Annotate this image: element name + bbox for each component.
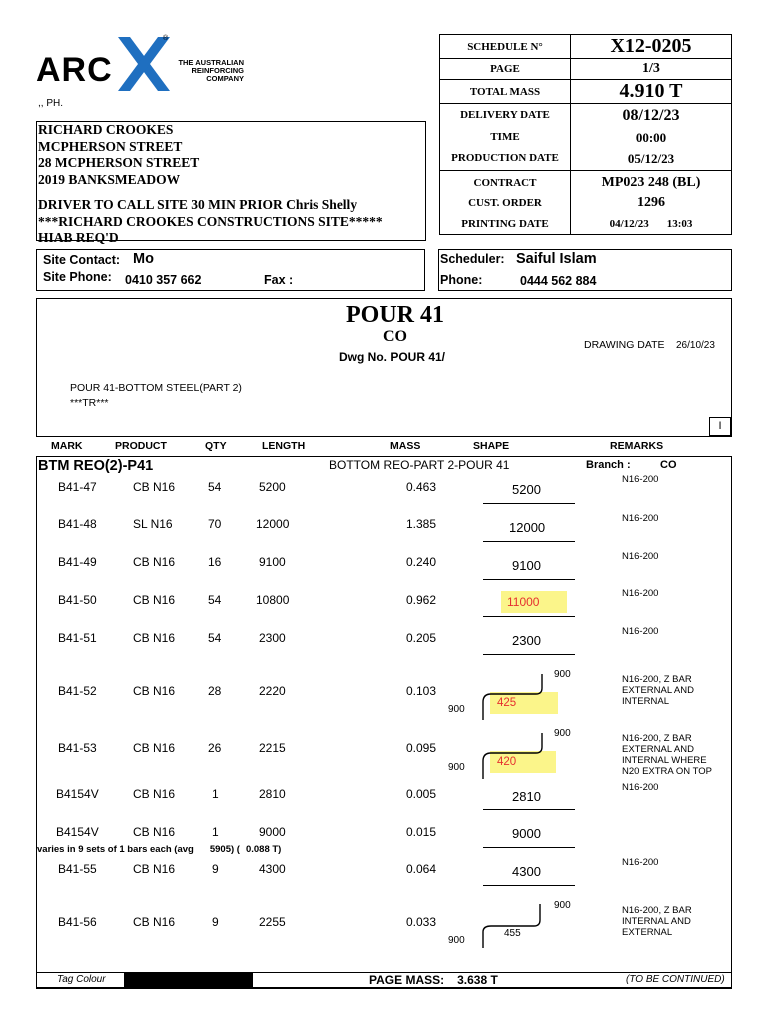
ph-label: ,, PH. [38,98,64,109]
row-remarks: N16-200 [622,782,659,793]
address-line: 2019 BANKSMEADOW [38,171,181,187]
straight-bar-shape [483,809,575,810]
row-mass: 0.015 [406,825,437,839]
col-remarks: REMARKS [610,440,664,452]
row-mark: B41-52 [58,684,97,698]
group-title: BTM REO(2)-P41 [38,458,154,474]
straight-bar-shape [483,503,575,504]
branch-label: Branch : [586,459,631,471]
row-product: CB N16 [133,741,176,755]
drawing-date-label: DRAWING DATE [584,339,665,351]
row-mass: 0.033 [406,915,437,929]
varies-mass: 0.088 T) [245,844,282,855]
contract-value: MP023 248 (BL) [601,174,701,190]
row-product: CB N16 [133,480,176,494]
time-label: TIME [490,130,520,143]
total-mass-label: TOTAL MASS [440,80,571,104]
shape-dimension: 9100 [512,558,541,573]
row-mark: B4154V [56,787,99,801]
row-product: CB N16 [133,787,176,801]
col-shape: SHAPE [473,440,510,452]
address-line: RICHARD CROOKES [38,122,174,137]
shape-dimension: 9000 [512,826,541,841]
row-remarks: N16-200 [622,857,659,868]
straight-bar-shape [483,847,575,848]
address-box [36,121,426,245]
delivery-note: HIAB REQ'D [38,230,119,245]
row-remarks: N16-200 [622,588,659,599]
dates-values [571,104,732,171]
row-product: SL N16 [133,517,173,531]
scheduler-name: Saiful Islam [516,251,597,267]
row-remarks: N16-200, Z BAR EXTERNAL AND INTERNAL WHERE N20 EXTRA ON TOP [622,733,712,777]
corner-marker: I [709,417,731,436]
pour-box [36,298,732,437]
scheduler-box [438,249,732,291]
shape-right-leg: 900 [554,728,571,739]
varies-avg: 5905) ( [209,844,240,855]
order-labels [440,170,571,235]
production-date: 05/12/23 [627,151,675,166]
varies-note [37,844,281,855]
row-qty: 54 [208,480,222,494]
shape-left-leg: 900 [448,762,465,773]
logo-brand: ARC [36,51,113,89]
row-mass: 0.064 [406,862,437,876]
row-mass: 0.103 [406,684,437,698]
page-mass-label: PAGE MASS: [369,973,445,987]
row-mark: B4154V [56,825,99,839]
drawing-date: 26/10/23 [676,340,715,351]
varies-text: varies in 9 sets of 1 bars each (avg [37,844,194,855]
page-number: 1/3 [571,59,732,80]
row-length: 2220 [259,684,286,698]
col-qty: QTY [205,440,227,452]
row-qty: 54 [208,593,222,607]
row-qty: 1 [212,825,219,839]
shape-dimension: 12000 [509,520,546,535]
tag-colour-swatch [124,973,253,988]
row-product: CB N16 [133,555,176,569]
row-remarks: N16-200 [622,626,659,637]
row-mass: 0.463 [406,480,437,494]
scheduler-label: Scheduler: [440,252,505,266]
row-length: 12000 [256,517,290,531]
pour-note: ***TR*** [70,397,109,409]
straight-bar-shape [483,541,575,542]
site-contact-label: Site Contact: [43,253,121,267]
delivery-date-label: DELIVERY DATE [460,109,550,121]
row-length: 2810 [259,787,286,801]
row-mark: B41-48 [58,517,97,531]
row-length: 2215 [259,741,286,755]
production-date-label: PRODUCTION DATE [451,152,559,164]
shape-dimension: 420 [497,756,517,768]
col-mark: MARK [51,440,83,452]
row-mark: B41-56 [58,915,97,929]
branch-value: CO [660,459,677,471]
logo-registered: ® [163,35,169,42]
row-qty: 70 [208,517,222,531]
delivery-date: 08/12/23 [622,107,680,124]
row-remarks: N16-200, Z BAR EXTERNAL AND INTERNAL [622,674,694,707]
logo-x-icon [114,33,174,95]
row-mark: B41-55 [58,862,97,876]
row-length: 2255 [259,915,286,929]
shape-dimension: 425 [497,697,517,709]
row-mass: 0.240 [406,555,437,569]
row-mass: 0.095 [406,741,437,755]
page-mass-value: 3.638 T [457,973,498,987]
cust-order-value: 1296 [637,195,665,210]
row-mass: 0.962 [406,593,437,607]
row-length: 2300 [259,631,286,645]
schedule-no-label: SCHEDULE N° [440,35,571,59]
row-length: 4300 [259,862,286,876]
total-mass: 4.910 T [571,80,732,104]
dwg-number: Dwg No. POUR 41/ [339,350,446,364]
scheduler-phone-label: Phone: [440,273,483,287]
contract-label: CONTRACT [473,176,537,189]
row-mark: B41-47 [58,480,97,494]
scheduler-phone: 0444 562 884 [520,274,597,288]
row-qty: 1 [212,787,219,801]
row-mark: B41-49 [58,555,97,569]
straight-bar-shape [483,579,575,580]
shape-left-leg: 900 [448,704,465,715]
shape-dimension: 4300 [512,864,541,879]
row-mass: 1.385 [406,517,437,531]
schedule-table [439,34,732,235]
shape-dimension: 5200 [512,482,541,497]
col-length: LENGTH [262,440,306,452]
site-contact-box [36,249,425,291]
row-remarks: N16-200 [622,551,659,562]
row-product: CB N16 [133,684,176,698]
row-qty: 54 [208,631,222,645]
z-bar-shape [478,904,548,950]
schedule-no: X12-0205 [571,35,732,59]
row-remarks: N16-200 [622,474,659,485]
row-qty: 28 [208,684,222,698]
row-length: 9000 [259,825,286,839]
pour-title: POUR 41 [346,302,444,328]
time-value: 00:00 [635,129,667,145]
fax-label: Fax : [264,273,294,287]
straight-bar-shape [483,885,575,886]
printing-date: 04/12/23 [609,217,649,230]
straight-bar-shape [483,616,575,617]
row-length: 10800 [256,593,290,607]
row-product: CB N16 [133,631,176,645]
continued-note: (TO BE CONTINUED) [626,974,725,985]
col-mass: MASS [390,440,421,452]
row-mass: 0.205 [406,631,437,645]
printing-datetime [571,214,731,235]
site-phone-label: Site Phone: [43,270,112,284]
delivery-note: ***RICHARD CROOKES CONSTRUCTIONS SITE***** [38,213,383,229]
row-product: CB N16 [133,862,176,876]
address-line: MCPHERSON STREET [38,138,183,154]
row-qty: 26 [208,741,222,755]
shape-dimension: 2300 [512,633,541,648]
dates-labels [440,104,571,171]
row-length: 5200 [259,480,286,494]
row-remarks: N16-200, Z BAR INTERNAL AND EXTERNAL [622,905,692,938]
address-line: 28 MCPHERSON STREET [38,155,200,170]
row-qty: 9 [212,862,219,876]
group-description: BOTTOM REO-PART 2-POUR 41 [329,458,510,472]
printing-date-label: PRINTING DATE [461,217,549,230]
row-qty: 9 [212,915,219,929]
delivery-note: DRIVER TO CALL SITE 30 MIN PRIOR Chris Shelly [38,197,358,212]
shape-dimension: 2810 [512,789,541,804]
row-mark: B41-50 [58,593,97,607]
shape-left-leg: 900 [448,935,465,946]
straight-bar-shape [483,654,575,655]
logo-company-name: THE AUSTRALIAN REINFORCING COMPANY [178,58,244,83]
shape-dimension: 11000 [507,595,540,609]
pour-subtitle: CO [383,328,407,345]
row-mass: 0.005 [406,787,437,801]
row-product: CB N16 [133,825,176,839]
pour-description: POUR 41-BOTTOM STEEL(PART 2) [70,382,242,394]
row-product: CB N16 [133,593,176,607]
printing-time: 13:03 [666,217,693,230]
row-mark: B41-51 [58,631,97,645]
row-length: 9100 [259,555,286,569]
col-product: PRODUCT [115,440,167,452]
row-remarks: N16-200 [622,513,659,524]
row-qty: 16 [208,555,222,569]
shape-right-leg: 900 [554,900,571,911]
shape-dimension: 455 [504,928,521,939]
shape-right-leg: 900 [554,669,571,680]
page-mass [369,973,498,987]
cust-order-label: CUST. ORDER [468,197,542,209]
company-logo [36,33,251,97]
row-mark: B41-53 [58,741,97,755]
order-values [571,170,732,235]
site-contact-value: Mo [133,251,154,267]
tag-colour-label: Tag Colour [57,974,106,985]
site-phone-value: 0410 357 662 [125,273,202,287]
page-label: PAGE [440,59,571,80]
row-product: CB N16 [133,915,176,929]
